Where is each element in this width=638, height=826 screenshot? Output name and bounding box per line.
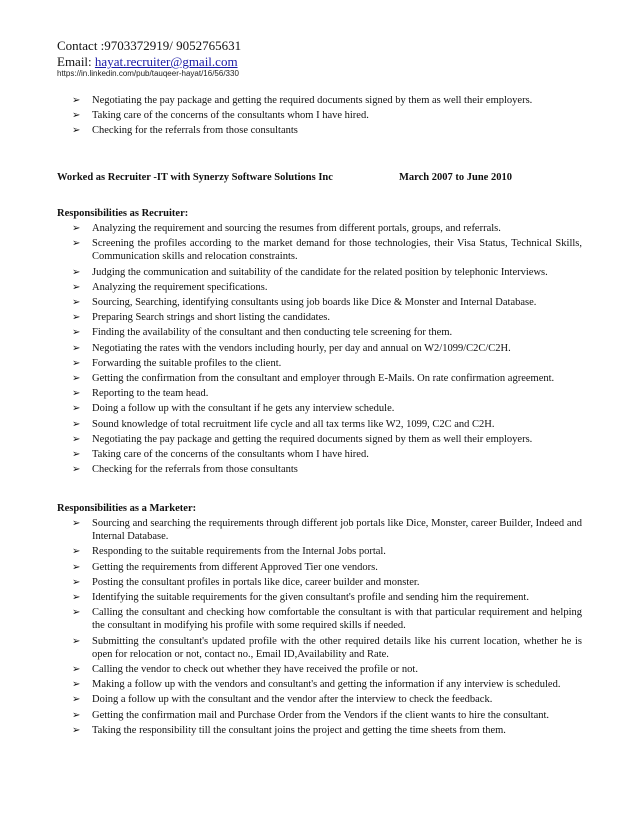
arrow-bullet-icon: ➢ (72, 518, 81, 529)
arrow-bullet-icon: ➢ (72, 724, 81, 736)
list-item (64, 266, 582, 279)
list-item (64, 281, 582, 294)
arrow-bullet-icon: ➢ (72, 607, 81, 619)
arrow-bullet-icon: ➢ (72, 576, 81, 588)
job-dates: March 2007 to June 2010 (399, 172, 512, 183)
list-item (64, 326, 582, 339)
arrow-bullet-icon: ➢ (72, 694, 81, 706)
list-item-text: Responding to the suitable requirements from the Internal Jobs portal. (92, 546, 386, 558)
list-item-text: Taking the responsibility till the consultant joins the project and getting the time sheets from them. (92, 724, 506, 736)
list-item-text: Preparing Search strings and short listing the candidates. (92, 312, 330, 324)
email-label: Email: (57, 54, 95, 69)
list-item (64, 94, 582, 107)
marketer-bullet-list (64, 517, 582, 739)
list-item (64, 591, 582, 604)
arrow-bullet-icon: ➢ (72, 297, 81, 309)
arrow-bullet-icon: ➢ (72, 464, 81, 476)
list-item (64, 663, 582, 676)
arrow-bullet-icon: ➢ (72, 95, 81, 106)
arrow-bullet-icon: ➢ (72, 546, 81, 558)
arrow-bullet-icon: ➢ (72, 110, 81, 122)
list-item (64, 724, 582, 737)
list-item (64, 372, 582, 385)
list-item-text: Getting the requirements from different Approved Tier one vendors. (92, 561, 378, 573)
arrow-bullet-icon: ➢ (72, 342, 81, 354)
arrow-bullet-icon: ➢ (72, 238, 81, 250)
list-item-text: Analyzing the requirement and sourcing the resumes from different portals, groups, and referrals. (92, 223, 501, 234)
list-item (64, 311, 582, 324)
recruiter-responsibilities-heading: Responsibilities as Recruiter: (57, 208, 189, 219)
list-item-text: Screening the profiles according to the market demand for those technologies, their Visa Status, Technical Skills, Communication skills and relocation constraints. (92, 238, 582, 263)
list-item (64, 606, 582, 632)
list-item (64, 237, 582, 263)
arrow-bullet-icon: ➢ (72, 433, 81, 445)
list-item (64, 433, 582, 446)
email-link[interactable]: hayat.recruiter@gmail.com (94, 54, 238, 69)
arrow-bullet-icon: ➢ (72, 357, 81, 369)
list-item (64, 561, 582, 574)
list-item-text: Negotiating the pay package and getting the required documents signed by them as well their employers. (92, 433, 533, 445)
list-item-text: Calling the consultant and checking how comfortable the consultant is with that particular requirement and helping the consultant in modifying his profile with some required skills if needed. (92, 607, 582, 632)
arrow-bullet-icon: ➢ (72, 449, 81, 461)
arrow-bullet-icon: ➢ (72, 561, 81, 573)
list-item-text: Taking care of the concerns of the consultants whom I have hired. (92, 449, 369, 461)
job-title: Worked as Recruiter -IT with Synerzy Software Solutions Inc (57, 172, 333, 183)
list-item (64, 448, 582, 461)
arrow-bullet-icon: ➢ (72, 373, 81, 385)
list-item (64, 678, 582, 691)
arrow-bullet-icon: ➢ (72, 679, 81, 691)
arrow-bullet-icon: ➢ (72, 418, 81, 430)
list-item (64, 517, 582, 543)
arrow-bullet-icon: ➢ (72, 312, 81, 324)
list-item-text: Doing a follow up with the consultant if he gets any interview schedule. (92, 403, 395, 415)
list-item-text: Posting the consultant profiles in portals like dice, career builder and monster. (92, 576, 420, 588)
arrow-bullet-icon: ➢ (72, 664, 81, 676)
list-item-text: Calling the vendor to check out whether they have received the profile or not. (92, 664, 418, 676)
arrow-bullet-icon: ➢ (72, 403, 81, 415)
previous-job-bullet-list (64, 94, 582, 140)
arrow-bullet-icon: ➢ (72, 281, 81, 293)
list-item (64, 635, 582, 661)
list-item (64, 357, 582, 370)
list-item-text: Forwarding the suitable profiles to the client. (92, 357, 282, 369)
arrow-bullet-icon: ➢ (72, 709, 81, 721)
list-item (64, 418, 582, 431)
list-item (64, 402, 582, 415)
list-item-text: Getting the confirmation from the consultant and employer through E-Mails. On rate confirmation agreement. (92, 373, 555, 385)
list-item (64, 709, 582, 722)
list-item-text: Making a follow up with the vendors and consultant's and getting the information if any interview is scheduled. (92, 679, 561, 691)
list-item-text: Judging the communication and suitability of the candidate for the related position by telephonic Interviews. (92, 266, 548, 278)
list-item-text: Taking care of the concerns of the consultants whom I have hired. (92, 110, 369, 122)
list-item (64, 222, 582, 235)
list-item-text: Identifying the suitable requirements for the given consultant's profile and sending him the requirement. (92, 592, 529, 604)
arrow-bullet-icon: ➢ (72, 635, 81, 647)
list-item (64, 296, 582, 309)
list-item-text: Analyzing the requirement specifications. (92, 281, 268, 293)
arrow-bullet-icon: ➢ (72, 327, 81, 339)
list-item (64, 545, 582, 558)
list-item-text: Finding the availability of the consultant and then conducting tele screening for them. (92, 327, 453, 339)
list-item (64, 387, 582, 400)
arrow-bullet-icon: ➢ (72, 223, 81, 234)
contact-line: Contact :9703372919/ 9052765631 (57, 38, 242, 53)
list-item-text: Sourcing and searching the requirements through different job portals like Dice, Monster, career Builder, Indeed and Internal Database. (92, 518, 582, 543)
arrow-bullet-icon: ➢ (72, 592, 81, 604)
list-item-text: Doing a follow up with the consultant and the vendor after the interview to check the feedback. (92, 694, 493, 706)
list-item (64, 463, 582, 476)
list-item (64, 109, 582, 122)
email-line (57, 54, 238, 69)
recruiter-bullet-list (64, 222, 582, 478)
list-item-text: Checking for the referrals from those consultants (92, 464, 298, 476)
list-item-text: Getting the confirmation mail and Purchase Order from the Vendors if the client wants to hire the consultant. (92, 709, 550, 721)
list-item (64, 342, 582, 355)
list-item (64, 693, 582, 706)
list-item (64, 124, 582, 137)
list-item-text: Sourcing, Searching, identifying consultants using job boards like Dice & Monster and Internal Database. (92, 297, 537, 309)
list-item-text: Reporting to the team head. (92, 388, 209, 400)
arrow-bullet-icon: ➢ (72, 388, 81, 400)
list-item (64, 576, 582, 589)
list-item-text: Submitting the consultant's updated profile with the other required details like his current location, whether he is open for relocation or not, contact no., Email ID,Availability and Rate. (92, 635, 582, 660)
linkedin-url: https://in.linkedin.com/pub/tauqeer-hayat/16/56/330 (57, 69, 239, 78)
list-item-text: Sound knowledge of total recruitment life cycle and all tax terms like W2, 1099, C2C and C2H. (92, 418, 495, 430)
marketer-responsibilities-heading: Responsibilities as a Marketer: (57, 503, 197, 514)
list-item-text: Negotiating the pay package and getting the required documents signed by them as well their employers. (92, 95, 533, 106)
list-item-text: Checking for the referrals from those consultants (92, 125, 298, 137)
arrow-bullet-icon: ➢ (72, 125, 81, 137)
list-item-text: Negotiating the rates with the vendors including hourly, per day and annual on W2/1099/C2C/C2H. (92, 342, 511, 354)
arrow-bullet-icon: ➢ (72, 266, 81, 278)
